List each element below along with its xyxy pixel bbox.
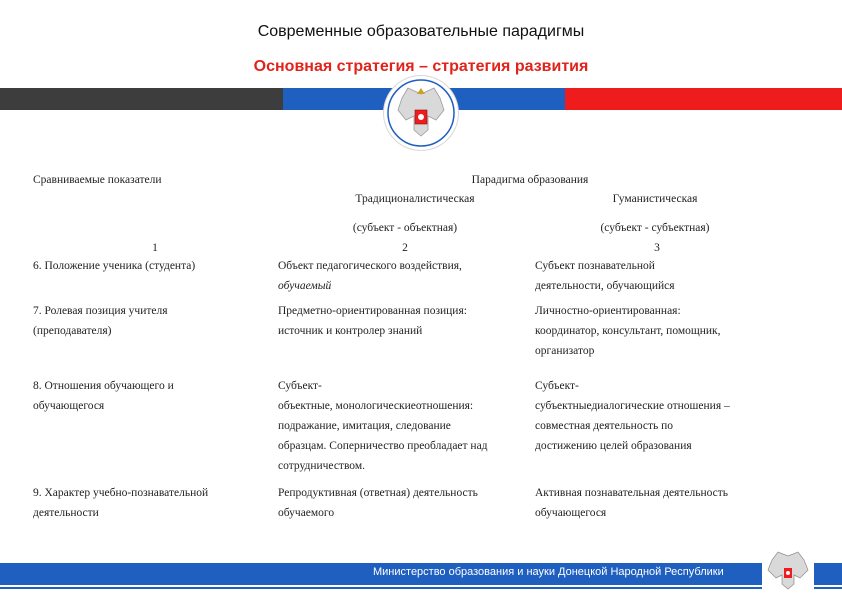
group-header: Парадигма образования — [471, 174, 589, 186]
footer-emblem-icon — [762, 548, 814, 592]
col-number-3: 3 — [654, 242, 660, 254]
col-number-1: 1 — [152, 242, 158, 254]
row-9-label: 9. Характер учебно-познавательной деятельности — [33, 487, 209, 519]
row-8-trad: Субъект- объектные, монологическиеотношения: подражание, имитация, следование образцам. Соперничество преобладает над сотрудничеством. — [278, 380, 488, 472]
footer-line — [0, 587, 842, 589]
row-7-trad: Предметно-ориентированная позиция: источник и контролер знаний — [278, 305, 467, 337]
row-6-label: 6. Положение ученика (студента) — [33, 260, 196, 272]
col2-header: Традиционалистическая — [355, 193, 475, 205]
stripe-dark — [0, 88, 283, 110]
row-6-trad: Объект педагогического воздействия, обучаемый — [278, 260, 462, 292]
page-title: Современные образовательные парадигмы — [257, 23, 585, 40]
emblem-icon — [384, 76, 458, 150]
col1-header: Сравниваемые показатели — [33, 174, 162, 186]
footer-text: Министерство образования и науки Донецкой Народной Республики — [373, 566, 724, 578]
row-8-label: 8. Отношения обучающего и обучающегося — [33, 380, 174, 412]
row-7-label: 7. Ролевая позиция учителя (преподавателя) — [33, 305, 168, 337]
row-6-hum: Субъект познавательной деятельности, обучающийся — [535, 260, 675, 292]
col3-header: Гуманистическая — [612, 193, 698, 205]
col-number-2: 2 — [402, 242, 408, 254]
row-9-hum: Активная познавательная деятельность обучающегося — [535, 487, 729, 519]
stripe-red — [565, 88, 842, 110]
row-7-hum: Личностно-ориентированная: координатор, консультант, помощник, организатор — [535, 305, 721, 357]
page-subtitle: Основная стратегия – стратегия развития — [253, 58, 589, 75]
col2-subheader: (субъект - объектная) — [352, 222, 458, 234]
row-9-trad: Репродуктивная (ответная) деятельность обучаемого — [278, 487, 478, 519]
col3-subheader: (субъект - субъектная) — [600, 222, 710, 234]
row-8-hum: Субъект- субъектныедиалогические отношения – совместная деятельность по достижению целей образования — [535, 380, 730, 452]
